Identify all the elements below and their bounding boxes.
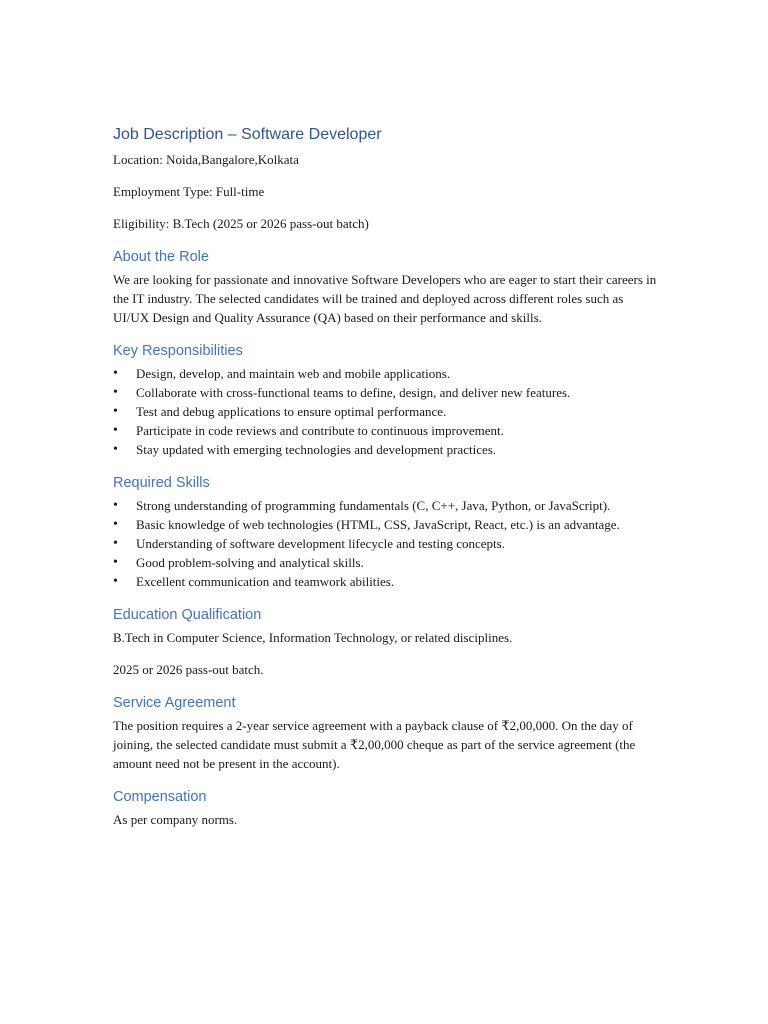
list-item: • Strong understanding of programming fundamentals (C, C++, Java, Python, or JavaScript).	[113, 496, 658, 515]
employment-type-line: Employment Type: Full-time	[113, 184, 265, 199]
skills-section	[113, 473, 658, 591]
list-item: • Test and debug applications to ensure optimal performance.	[113, 402, 658, 421]
eligibility-line: Eligibility: B.Tech (2025 or 2026 pass-out batch)	[113, 216, 369, 231]
skills-heading: Required Skills	[113, 475, 210, 491]
document-page	[113, 124, 658, 829]
responsibilities-list	[113, 364, 658, 459]
education-section	[113, 605, 658, 679]
list-item: • Participate in code reviews and contribute to continuous improvement.	[113, 421, 658, 440]
compensation-section	[113, 787, 658, 829]
about-section	[113, 247, 658, 327]
responsibilities-section	[113, 341, 658, 459]
list-item: • Design, develop, and maintain web and mobile applications.	[113, 364, 658, 383]
skills-list	[113, 496, 658, 591]
list-item: • Basic knowledge of web technologies (HTML, CSS, JavaScript, React, etc.) is an advantage.	[113, 515, 658, 534]
list-item: • Excellent communication and teamwork abilities.	[113, 572, 658, 591]
education-heading: Education Qualification	[113, 607, 262, 623]
list-item: • Understanding of software development lifecycle and testing concepts.	[113, 534, 658, 553]
about-text: We are looking for passionate and innovative Software Developers who are eager to start their careers in the IT industry. The selected candidates will be trained and deployed across different roles such as UI/UX Design and Quality Assurance (QA) based on their performance and skills.	[113, 272, 657, 325]
list-item: • Collaborate with cross-functional teams to define, design, and deliver new features.	[113, 383, 658, 402]
education-batch: 2025 or 2026 pass-out batch.	[113, 662, 264, 677]
education-degree: B.Tech in Computer Science, Information Technology, or related disciplines.	[113, 630, 513, 645]
list-item: • Good problem-solving and analytical skills.	[113, 553, 658, 572]
service-agreement-section	[113, 693, 658, 773]
service-agreement-text: The position requires a 2-year service agreement with a payback clause of ₹2,00,000. On the day of joining, the selected candidate must submit a ₹2,00,000 cheque as part of the service agreement (the amount need not be present in the account).	[113, 718, 636, 771]
list-item: • Stay updated with emerging technologies and development practices.	[113, 440, 658, 459]
service-agreement-heading: Service Agreement	[113, 695, 236, 711]
document-title: Job Description – Software Developer	[113, 126, 382, 143]
compensation-text: As per company norms.	[113, 812, 238, 827]
about-heading: About the Role	[113, 249, 209, 265]
location-line: Location: Noida,Bangalore,Kolkata	[113, 152, 299, 167]
responsibilities-heading: Key Responsibilities	[113, 343, 243, 359]
compensation-heading: Compensation	[113, 789, 207, 805]
